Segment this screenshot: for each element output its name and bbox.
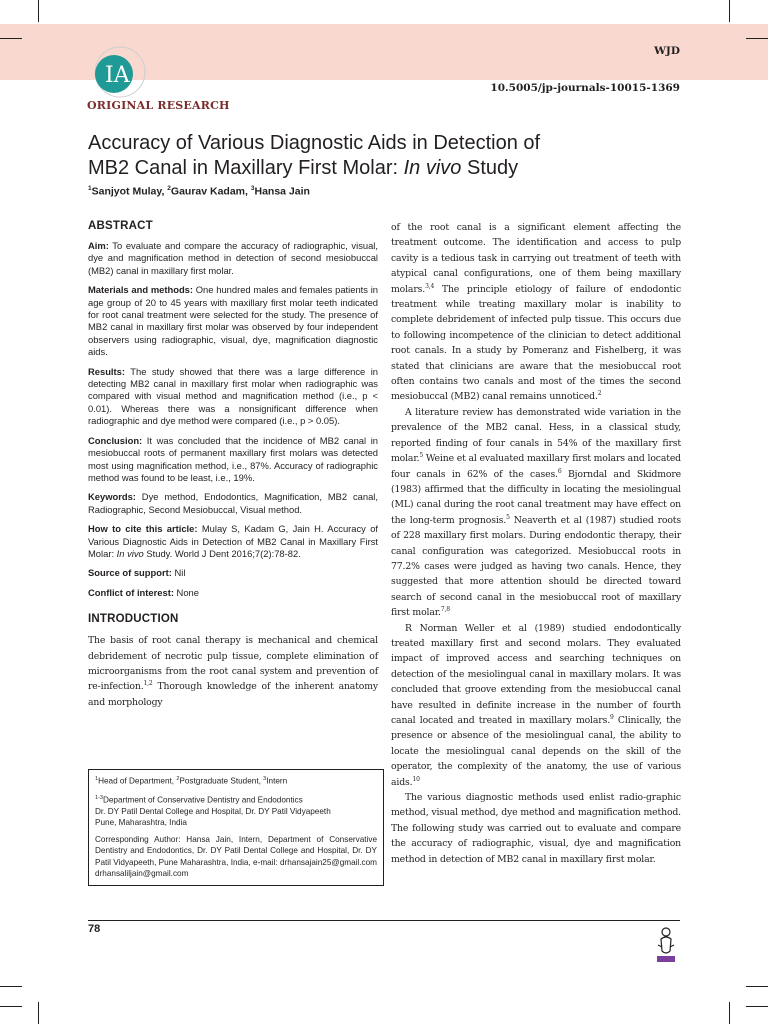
citation-ref[interactable]: 1,2 <box>143 680 153 688</box>
crop-mark <box>0 38 22 39</box>
footnote-location: Pune, Maharashtra, India <box>95 818 187 828</box>
crop-mark <box>746 986 768 987</box>
introduction-paragraph-1 <box>88 633 378 710</box>
author-2-affiliation: 2 <box>167 185 171 192</box>
fn-sup: 1 <box>95 776 99 782</box>
crop-mark <box>0 1006 22 1007</box>
footer-rule <box>88 920 680 921</box>
logo-letters: IA <box>105 63 130 88</box>
methods-label: Materials and methods: <box>88 284 194 296</box>
article-title <box>88 131 688 181</box>
author-3: Hansa Jain <box>254 185 310 198</box>
author-1-affiliation: 1 <box>88 185 92 192</box>
publisher-logo-icon <box>655 925 677 965</box>
conflict-text: None <box>173 586 199 598</box>
crop-mark <box>746 1006 768 1007</box>
citation-ref[interactable]: 3,4 <box>425 282 435 290</box>
results-label: Results: <box>88 365 125 377</box>
footnote-roles <box>95 774 377 787</box>
journal-logo-icon <box>92 44 148 100</box>
section-label: ORIGINAL RESEARCH <box>87 99 230 112</box>
author-2: Gaurav Kadam, <box>170 185 251 198</box>
keywords-label: Keywords: <box>88 491 136 503</box>
citation-ref[interactable]: 10 <box>412 775 420 783</box>
body-text: The principle etiology of failure of endodontic treatment while treating maxillary molar is inability to complete debridement of infected pulp tissue. This occurs due to following incompetence of the clinician to detect additional root canals. In a study by Pomeranz and Fishelberg, it was stated that clinicians are aware that the mesiobuccal root often contains two canals and most of the times the second mesiobuccal (MB2) canal remains unnoticed. <box>391 283 681 403</box>
support-text: Nil <box>171 567 186 579</box>
fn-text: Intern <box>266 776 288 786</box>
fn-text: Postgraduate Student, <box>179 776 264 786</box>
journal-abbreviation: WJD <box>654 45 680 57</box>
citation-ref[interactable]: 7,8 <box>440 606 450 614</box>
body-text: of the root canal is a significant element affecting the treatment outcome. The identification and access to pulp cavity is a tedious task in carrying out treatment of teeth with atypical canal configurations, one of them being maxillary molars. <box>391 222 681 295</box>
results-text: The study showed that there was a large difference in detecting MB2 canal in maxillary first molar when radiographic was compared with visual method and magnification method (i.e., p < 0.01). Whereas there was a nonsignificant difference when radiographic and dye method were compared (i.e., p > 0.05). <box>88 365 378 427</box>
fn-text: Head of Department, <box>98 776 177 786</box>
body-text: R Norman Weller et al (1989) studied endodontically treated maxillary first and second molars. They evaluated impact of improved access and searching techniques on detection of the mesiolingual canal in maxillary molars. It was concluded that groove extending from the mesiobuccal canal have resulted in definite increase in the number of fourth canal located and treated in maxillary molars. <box>391 622 681 726</box>
body-paragraph-1 <box>391 220 681 405</box>
title-line-2b: Study <box>461 157 519 179</box>
abstract-keywords <box>88 491 378 516</box>
conclusion-text: It was concluded that the incidence of MB2 canal in mesiobuccal roots of permanent maxillary first molars was detected most using magnification method, i.e., 87%. Accuracy of radiographic method was found to be least, i.e., 19%. <box>88 434 378 483</box>
abstract-results <box>88 366 378 428</box>
abstract-methods <box>88 284 378 358</box>
fn-text: Department of Conservative Dentistry and Endodontics <box>102 795 303 805</box>
source-of-support <box>88 567 378 579</box>
body-text: Neaverth et al (1987) studied roots of 228 maxillary first molars. During endodontic therapy, their canal configuration was categorized. Mesiobuccal roots in 77.2% cases were judged as having two canals. Hence, they suggested that more attention should be directed toward search of second canal in the mesiobuccal root of maxillary first molar. <box>391 514 682 619</box>
support-label: Source of support: <box>88 567 172 579</box>
right-column <box>391 220 681 867</box>
body-text: Clinically, the presence or absence of the mesiolingual canal, the ability to locate the mesiolingual canal depends on the skill of the operator, the complexity of the anatomy, the use of various aids. <box>391 715 681 788</box>
aim-text: To evaluate and compare the accuracy of radiographic, visual, dye and magnification method in detection of second mesiobuccal (MB2) canal in maxillary first molar. <box>88 240 378 276</box>
crop-mark <box>38 0 39 22</box>
footnote-department <box>95 793 377 806</box>
body-paragraph-4: The various diagnostic methods used enlist radio-graphic method, visual method, dye method and magnification method. The following study was carried out to evaluate and compare the accuracy of radiographic, visual, dye and magnification method in detection of MB2 canal in maxillary first molar. <box>391 792 681 865</box>
abstract-aim <box>88 240 378 277</box>
title-line-2-italic: In vivo <box>403 157 462 179</box>
affiliation-footnote <box>88 769 384 886</box>
intro-text-cont: Thorough knowledge of the inherent anatomy and morphology <box>88 681 378 708</box>
aim-label: Aim: <box>88 240 109 251</box>
citation-ref[interactable]: 9 <box>610 713 614 721</box>
intro-text: The basis of root canal therapy is mechanical and chemical debridement of necrotic pulp tissue, complete elimination of microorganisms from the root canal system and prevention of re-infection. <box>88 635 378 693</box>
crop-mark <box>746 38 768 39</box>
cite-text: Mulay S, Kadam G, Jain H. Accuracy of Various Diagnostic Aids in Detection of MB2 Canal in Maxillary First Molar: <box>88 523 379 559</box>
citation-ref[interactable]: 6 <box>557 467 562 475</box>
cite-text-end: Study. World J Dent 2016;7(2):78-82. <box>143 547 301 559</box>
title-line-1: Accuracy of Various Diagnostic Aids in Detection of <box>88 132 541 154</box>
body-paragraph-3 <box>391 621 681 790</box>
keywords-text: Dye method, Endodontics, Magnification, MB2 canal, Radiographic, Second Mesiobuccal, Visual method. <box>88 491 378 515</box>
corresponding-author: Corresponding Author: Hansa Jain, Intern, Department of Conservative Dentistry and Endodontics, Dr. DY Patil Dental College and Hospital, Dr. DY Patil Vidyapeeth, Pune Maharashtra, India, e-mail: drhansajain25@gmail.com drhansaliljain@gmail.com <box>95 835 377 878</box>
crop-mark <box>729 0 730 22</box>
cite-label: How to cite this article: <box>88 523 198 535</box>
how-to-cite <box>88 523 378 560</box>
footnote-institution: Dr. DY Patil Dental College and Hospital, Dr. DY Patil Vidyapeeth <box>95 806 331 816</box>
body-paragraph-2 <box>391 405 681 621</box>
author-list <box>88 185 310 198</box>
left-column <box>88 220 378 710</box>
body-text: A literature review has demonstrated wide variation in the prevalence of the MB2 canal. Hess, in a classical study, reported finding of four canals in 54% of the maxillary first molar. <box>391 406 681 465</box>
author-3-affiliation: 3 <box>250 185 255 192</box>
crop-mark <box>729 1002 730 1024</box>
fn-sup: 1-3 <box>95 794 103 801</box>
abstract-conclusion <box>88 435 378 485</box>
crop-mark <box>0 986 22 987</box>
fn-sup: 3 <box>263 776 267 782</box>
page-number: 78 <box>88 923 101 935</box>
cite-italic: In vivo <box>116 547 144 559</box>
body-text: Weine et al evaluated maxillary first molars and located four canals in 62% of the cases. <box>391 453 681 480</box>
conflict-of-interest <box>88 587 378 599</box>
conflict-label: Conflict of interest: <box>88 586 174 598</box>
abstract-heading: ABSTRACT <box>88 220 153 232</box>
introduction-heading: INTRODUCTION <box>88 613 179 626</box>
doi[interactable]: 10.5005/jp-journals-10015-1369 <box>490 82 680 94</box>
fn-sup: 2 <box>176 776 180 782</box>
author-1: Sanjyot Mulay, <box>91 185 168 198</box>
citation-ref[interactable]: 2 <box>597 390 602 398</box>
methods-text: One hundred males and females patients in age group of 20 to 45 years with maxillary first molar teeth indicated for root canal treatment were selected for the study. The presence of MB2 canal in maxillary first molar was observed by four independent observers using radiographic, visual, dye, magnification diagnostic aids. <box>88 284 379 358</box>
conclusion-label: Conclusion: <box>88 434 143 446</box>
citation-ref[interactable]: 5 <box>419 452 424 459</box>
crop-mark <box>38 1002 39 1024</box>
citation-ref[interactable]: 5 <box>506 513 510 521</box>
body-text: Bjorndal and Skidmore (1983) affirmed that the difficulty in locating the mesiolingual (ML) canal during the root canal treatment may have effect on the long-term prognosis. <box>391 468 681 526</box>
title-line-2a: MB2 Canal in Maxillary First Molar: <box>88 157 404 179</box>
